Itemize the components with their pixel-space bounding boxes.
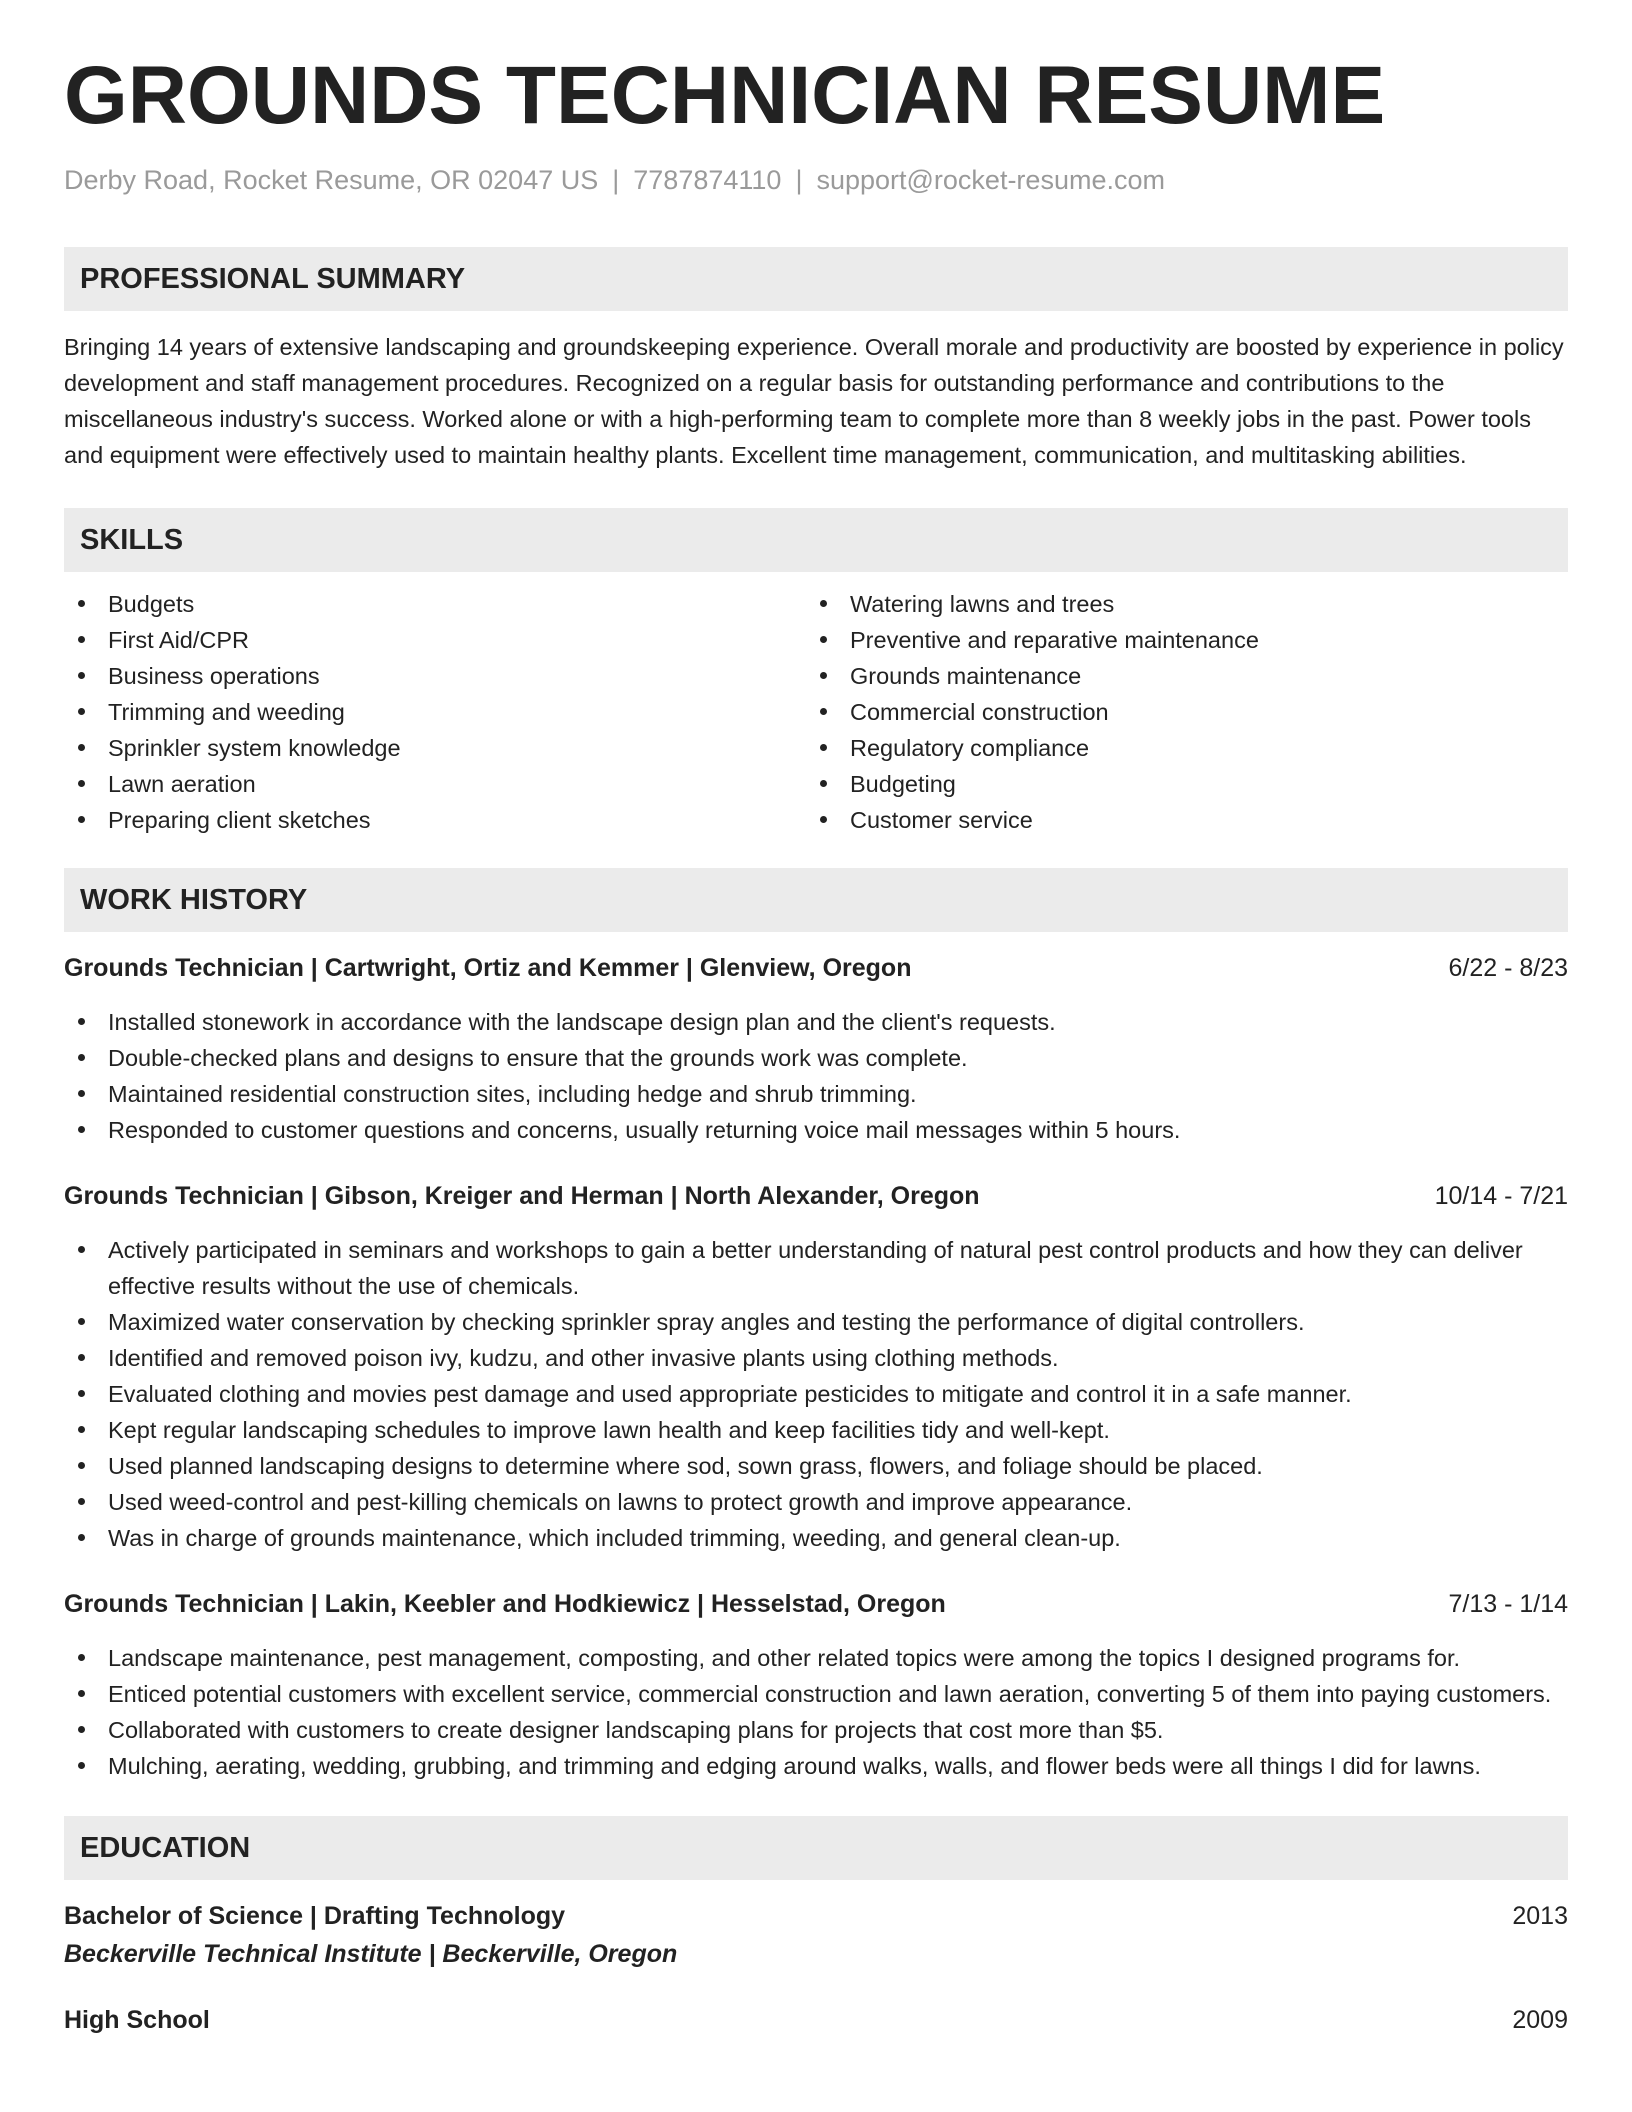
- job-bullet-text: Used planned landscaping designs to determine where sod, sown grass, flowers, and foliage should be placed.: [108, 1453, 1263, 1479]
- skill-item-text: Preparing client sketches: [108, 807, 371, 833]
- job-bullet: [64, 1520, 1568, 1556]
- bullet-icon: [78, 744, 85, 751]
- skill-item: [806, 586, 1548, 622]
- skill-item-text: Trimming and weeding: [108, 699, 345, 725]
- job-bullet-text: Responded to customer questions and concerns, usually returning voice mail messages within 5 hours.: [108, 1117, 1181, 1143]
- bullet-icon: [78, 1534, 85, 1541]
- skill-item: [806, 766, 1548, 802]
- bullet-icon: [78, 816, 85, 823]
- job-bullet-text: Collaborated with customers to create designer landscaping plans for projects that cost more than $5.: [108, 1717, 1164, 1743]
- job-bullet: [64, 1004, 1568, 1040]
- job-bullet-text: Used weed-control and pest-killing chemicals on lawns to protect growth and improve appearance.: [108, 1489, 1133, 1515]
- job-entry: [64, 1178, 1568, 1556]
- job-bullet: [64, 1712, 1568, 1748]
- job-entry: [64, 1586, 1568, 1784]
- skill-item-text: Commercial construction: [850, 699, 1109, 725]
- bullet-icon: [820, 708, 827, 715]
- job-dates: 10/14 - 7/21: [1434, 1182, 1568, 1210]
- bullet-icon: [78, 1054, 85, 1061]
- contact-separator: |: [612, 165, 620, 195]
- bullet-icon: [78, 1654, 85, 1661]
- job-dates: 6/22 - 8/23: [1448, 954, 1568, 982]
- job-bullet-text: Was in charge of grounds maintenance, which included trimming, weeding, and general clean-up.: [108, 1525, 1121, 1551]
- job-header: [64, 950, 1568, 986]
- bullet-icon: [78, 1018, 85, 1025]
- skill-item: [64, 622, 806, 658]
- contact-email: support@rocket-resume.com: [816, 165, 1165, 195]
- skills-grid: [64, 586, 1568, 838]
- education-entry: [64, 2002, 1568, 2038]
- skill-item: [64, 766, 806, 802]
- job-bullet-text: Evaluated clothing and movies pest damage and used appropriate pesticides to mitigate and control it in a safe manner.: [108, 1381, 1352, 1407]
- job-title: Grounds Technician | Cartwright, Ortiz and Kemmer | Glenview, Oregon: [64, 954, 912, 982]
- job-bullet-text: Installed stonework in accordance with the landscape design plan and the client's requests.: [108, 1009, 1056, 1035]
- skill-item-text: Grounds maintenance: [850, 663, 1082, 689]
- job-bullet-text: Mulching, aerating, wedding, grubbing, and trimming and edging around walks, walls, and flower beds were all things I did for lawns.: [108, 1753, 1481, 1779]
- skill-item-text: Preventive and reparative maintenance: [850, 627, 1259, 653]
- job-bullet-text: Maintained residential construction sites, including hedge and shrub trimming.: [108, 1081, 917, 1107]
- job-entry: [64, 950, 1568, 1148]
- job-bullet: [64, 1040, 1568, 1076]
- skill-item-text: Budgeting: [850, 771, 956, 797]
- section-heading-skills: SKILLS: [64, 508, 1568, 572]
- job-bullets: [64, 1004, 1568, 1148]
- skill-item: [64, 658, 806, 694]
- bullet-icon: [78, 1462, 85, 1469]
- job-title: Grounds Technician | Gibson, Kreiger and Herman | North Alexander, Oregon: [64, 1182, 980, 1210]
- bullet-icon: [820, 672, 827, 679]
- skill-item: [64, 694, 806, 730]
- bullet-icon: [820, 636, 827, 643]
- bullet-icon: [78, 1090, 85, 1097]
- job-bullet: [64, 1748, 1568, 1784]
- job-bullet-text: Actively participated in seminars and workshops to gain a better understanding of natural pest control products and how they can deliver effective results without the use of chemicals.: [108, 1237, 1523, 1299]
- skill-item-text: Watering lawns and trees: [850, 591, 1115, 617]
- skill-item: [806, 658, 1548, 694]
- skill-item-text: First Aid/CPR: [108, 627, 250, 653]
- education-list: [64, 1898, 1568, 2038]
- education-school: Beckerville Technical Institute | Beckerville, Oregon: [64, 1940, 678, 1968]
- bullet-icon: [78, 1390, 85, 1397]
- skill-item-text: Customer service: [850, 807, 1033, 833]
- job-bullet: [64, 1076, 1568, 1112]
- education-degree: Bachelor of Science | Drafting Technology: [64, 1902, 566, 1930]
- job-bullet: [64, 1412, 1568, 1448]
- bullet-icon: [78, 636, 85, 643]
- job-bullet-text: Double-checked plans and designs to ensure that the grounds work was complete.: [108, 1045, 968, 1071]
- section-heading-education: EDUCATION: [64, 1816, 1568, 1880]
- education-header: [64, 1898, 1568, 1934]
- bullet-icon: [78, 1126, 85, 1133]
- bullet-icon: [78, 780, 85, 787]
- job-bullet: [64, 1676, 1568, 1712]
- job-header: [64, 1178, 1568, 1214]
- bullet-icon: [78, 1354, 85, 1361]
- job-bullet: [64, 1232, 1568, 1304]
- job-bullet-text: Kept regular landscaping schedules to improve lawn health and keep facilities tidy and well-kept.: [108, 1417, 1110, 1443]
- bullet-icon: [820, 780, 827, 787]
- bullet-icon: [820, 744, 827, 751]
- job-bullet: [64, 1112, 1568, 1148]
- summary-text: Bringing 14 years of extensive landscaping and groundskeeping experience. Overall morale and productivity are boosted by experience in policy development and staff management procedures. Recognized on a regular basis for outstanding performance and contributions to the miscellaneous industry's success. Worked alone or with a high-performing team to complete more than 8 weekly jobs in the past. Power tools and equipment were effectively used to maintain healthy plants. Excellent time management, communication, and multitasking abilities.: [64, 334, 1564, 468]
- skills-list-right: [806, 586, 1548, 838]
- education-entry: [64, 1898, 1568, 1972]
- skill-item-text: Lawn aeration: [108, 771, 256, 797]
- bullet-icon: [78, 672, 85, 679]
- job-dates: 7/13 - 1/14: [1448, 1590, 1568, 1618]
- job-bullet: [64, 1304, 1568, 1340]
- job-bullet-text: Identified and removed poison ivy, kudzu, and other invasive plants using clothing methods.: [108, 1345, 1059, 1371]
- resume-title: GROUNDS TECHNICIAN RESUME: [64, 50, 1386, 141]
- job-bullet-text: Maximized water conservation by checking sprinkler spray angles and testing the performance of digital controllers.: [108, 1309, 1305, 1335]
- skill-item: [806, 622, 1548, 658]
- bullet-icon: [78, 1726, 85, 1733]
- skill-item: [64, 730, 806, 766]
- skill-item: [806, 730, 1548, 766]
- skill-item: [806, 802, 1548, 838]
- contact-address: Derby Road, Rocket Resume, OR 02047 US: [64, 165, 599, 195]
- job-header: [64, 1586, 1568, 1622]
- skill-item-text: Budgets: [108, 591, 195, 617]
- job-bullet: [64, 1376, 1568, 1412]
- bullet-icon: [78, 708, 85, 715]
- bullet-icon: [78, 1246, 85, 1253]
- skill-item: [64, 586, 806, 622]
- bullet-icon: [78, 1690, 85, 1697]
- education-degree: High School: [64, 2006, 210, 2034]
- bullet-icon: [78, 1318, 85, 1325]
- job-bullet: [64, 1640, 1568, 1676]
- job-bullet: [64, 1340, 1568, 1376]
- work-history-list: [64, 950, 1568, 1784]
- education-year: 2009: [1512, 2006, 1568, 2034]
- job-bullets: [64, 1232, 1568, 1556]
- job-title: Grounds Technician | Lakin, Keebler and Hodkiewicz | Hesselstad, Oregon: [64, 1590, 946, 1618]
- bullet-icon: [78, 1762, 85, 1769]
- education-header: [64, 2002, 1568, 2038]
- skill-item-text: Business operations: [108, 663, 320, 689]
- bullet-icon: [820, 600, 827, 607]
- job-bullet: [64, 1448, 1568, 1484]
- skill-item: [64, 802, 806, 838]
- contact-separator: |: [795, 165, 803, 195]
- skill-item-text: Regulatory compliance: [850, 735, 1090, 761]
- bullet-icon: [78, 1498, 85, 1505]
- skill-item: [806, 694, 1548, 730]
- bullet-icon: [820, 816, 827, 823]
- job-bullet-text: Landscape maintenance, pest management, composting, and other related topics were among the topics I designed programs for.: [108, 1645, 1461, 1671]
- education-year: 2013: [1512, 1902, 1568, 1930]
- job-bullet: [64, 1484, 1568, 1520]
- contact-line: [64, 165, 1568, 196]
- bullet-icon: [78, 1426, 85, 1433]
- skills-list-left: [64, 586, 806, 838]
- bullet-icon: [78, 600, 85, 607]
- section-heading-work-history: WORK HISTORY: [64, 868, 1568, 932]
- section-heading-summary: PROFESSIONAL SUMMARY: [64, 247, 1568, 311]
- contact-phone: 7787874110: [633, 165, 782, 195]
- job-bullet-text: Enticed potential customers with excellent service, commercial construction and lawn aeration, converting 5 of them into paying customers.: [108, 1681, 1552, 1707]
- skill-item-text: Sprinkler system knowledge: [108, 735, 401, 761]
- job-bullets: [64, 1640, 1568, 1784]
